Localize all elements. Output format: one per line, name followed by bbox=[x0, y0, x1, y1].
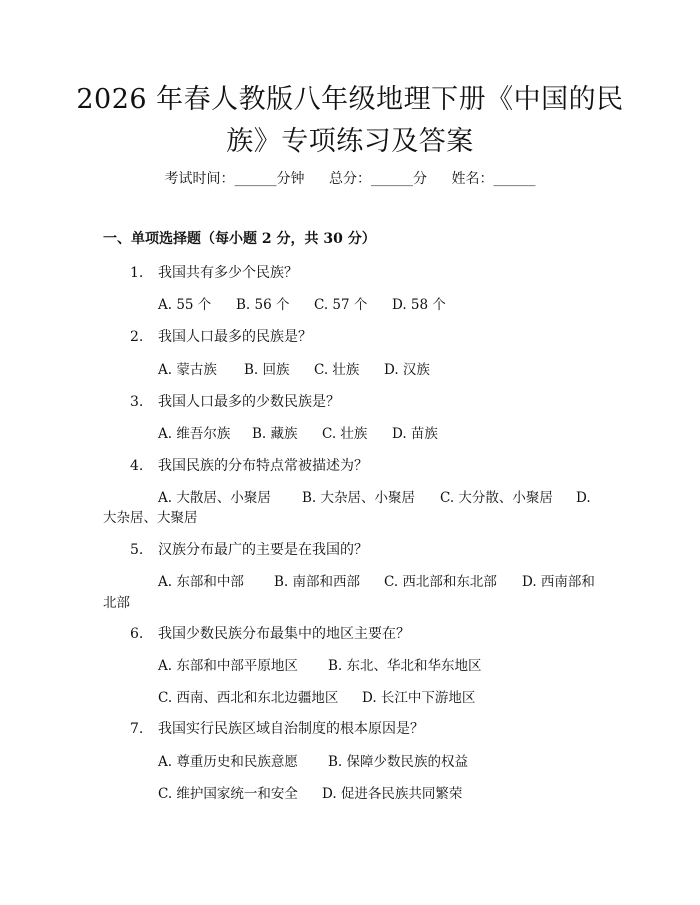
option-b: B. 回族 bbox=[244, 362, 290, 378]
question-text: 我国少数民族分布最集中的地区主要在？ bbox=[158, 626, 410, 642]
question-1-options bbox=[158, 293, 446, 313]
option-a: A. 东部和中部 bbox=[158, 574, 244, 590]
option-c: C. 大分散、小聚居 bbox=[440, 490, 553, 506]
question-number: 1. bbox=[130, 265, 144, 281]
option-d: D. 长江中下游地区 bbox=[362, 690, 476, 706]
option-c: C. 西北部和东北部 bbox=[384, 574, 497, 590]
document-title-line2: 族》专项练习及答案 bbox=[226, 126, 474, 157]
question-number: 4. bbox=[130, 458, 144, 474]
exam-meta bbox=[0, 168, 700, 188]
section-heading: 一、单项选择题（每小题 2 分，共 30 分） bbox=[103, 231, 376, 247]
option-b: B. 藏族 bbox=[252, 426, 298, 442]
option-c: C. 壮族 bbox=[314, 362, 360, 378]
option-a: A. 东部和中部平原地区 bbox=[158, 658, 298, 674]
question-text: 我国共有多少个民族？ bbox=[158, 265, 298, 281]
question-6-options-row1 bbox=[158, 654, 482, 674]
question-6-options-row2 bbox=[158, 686, 475, 706]
option-d: D. 汉族 bbox=[384, 362, 430, 378]
option-b: B. 大杂居、小聚居 bbox=[302, 490, 416, 506]
option-b: B. 保障少数民族的权益 bbox=[328, 754, 469, 770]
question-text: 汉族分布最广的主要是在我国的？ bbox=[158, 542, 368, 558]
option-a: A. 尊重历史和民族意愿 bbox=[158, 754, 298, 770]
question-number: 7. bbox=[130, 721, 144, 737]
option-d: D. 苗族 bbox=[392, 426, 438, 442]
question-6 bbox=[130, 623, 410, 643]
question-7-options-row1 bbox=[158, 750, 468, 770]
question-text: 我国民族的分布特点常被描述为？ bbox=[158, 458, 368, 474]
option-a: A. 55 个 bbox=[158, 297, 212, 313]
option-a: A. 维吾尔族 bbox=[158, 426, 231, 442]
option-b: B. 东北、华北和华东地区 bbox=[328, 658, 482, 674]
option-d-label: D. bbox=[576, 490, 591, 506]
question-7 bbox=[130, 718, 424, 738]
question-2 bbox=[130, 326, 312, 346]
option-c: C. 维护国家统一和安全 bbox=[158, 786, 298, 802]
option-d: D. 58 个 bbox=[392, 297, 446, 313]
question-2-options bbox=[158, 358, 430, 378]
option-d: D. 西南部和 bbox=[522, 574, 595, 590]
question-number: 5. bbox=[130, 542, 144, 558]
option-b: B. 南部和西部 bbox=[274, 574, 361, 590]
exam-total-score: 总分：______分 bbox=[329, 171, 427, 187]
question-3 bbox=[130, 391, 340, 411]
question-text: 我国人口最多的少数民族是？ bbox=[158, 394, 340, 410]
question-7-options-row2 bbox=[158, 782, 462, 802]
question-text: 我国实行民族区域自治制度的根本原因是？ bbox=[158, 721, 424, 737]
option-c: C. 57 个 bbox=[314, 297, 368, 313]
option-d: D. 促进各民族共同繁荣 bbox=[322, 786, 463, 802]
student-name: 姓名：______ bbox=[451, 171, 536, 187]
option-c: C. 壮族 bbox=[322, 426, 368, 442]
option-a: A. 大散居、小聚居 bbox=[158, 490, 271, 506]
question-4 bbox=[130, 455, 368, 475]
question-5-options bbox=[158, 570, 595, 590]
option-d-text-wrap: 北部 bbox=[103, 595, 130, 611]
option-b: B. 56 个 bbox=[236, 297, 290, 313]
question-1 bbox=[130, 262, 298, 282]
question-number: 6. bbox=[130, 626, 144, 642]
option-a: A. 蒙古族 bbox=[158, 362, 217, 378]
document-title-line1: 2026 年春人教版八年级地理下册《中国的民 bbox=[76, 84, 624, 115]
option-c: C. 西南、西北和东北边疆地区 bbox=[158, 690, 339, 706]
option-d-text: 大杂居、大聚居 bbox=[103, 510, 198, 526]
question-number: 2. bbox=[130, 329, 144, 345]
question-4-options bbox=[158, 486, 591, 506]
question-text: 我国人口最多的民族是？ bbox=[158, 329, 312, 345]
exam-time: 考试时间：______分钟 bbox=[164, 171, 305, 187]
question-3-options bbox=[158, 422, 438, 442]
question-5 bbox=[130, 539, 368, 559]
question-number: 3. bbox=[130, 394, 144, 410]
